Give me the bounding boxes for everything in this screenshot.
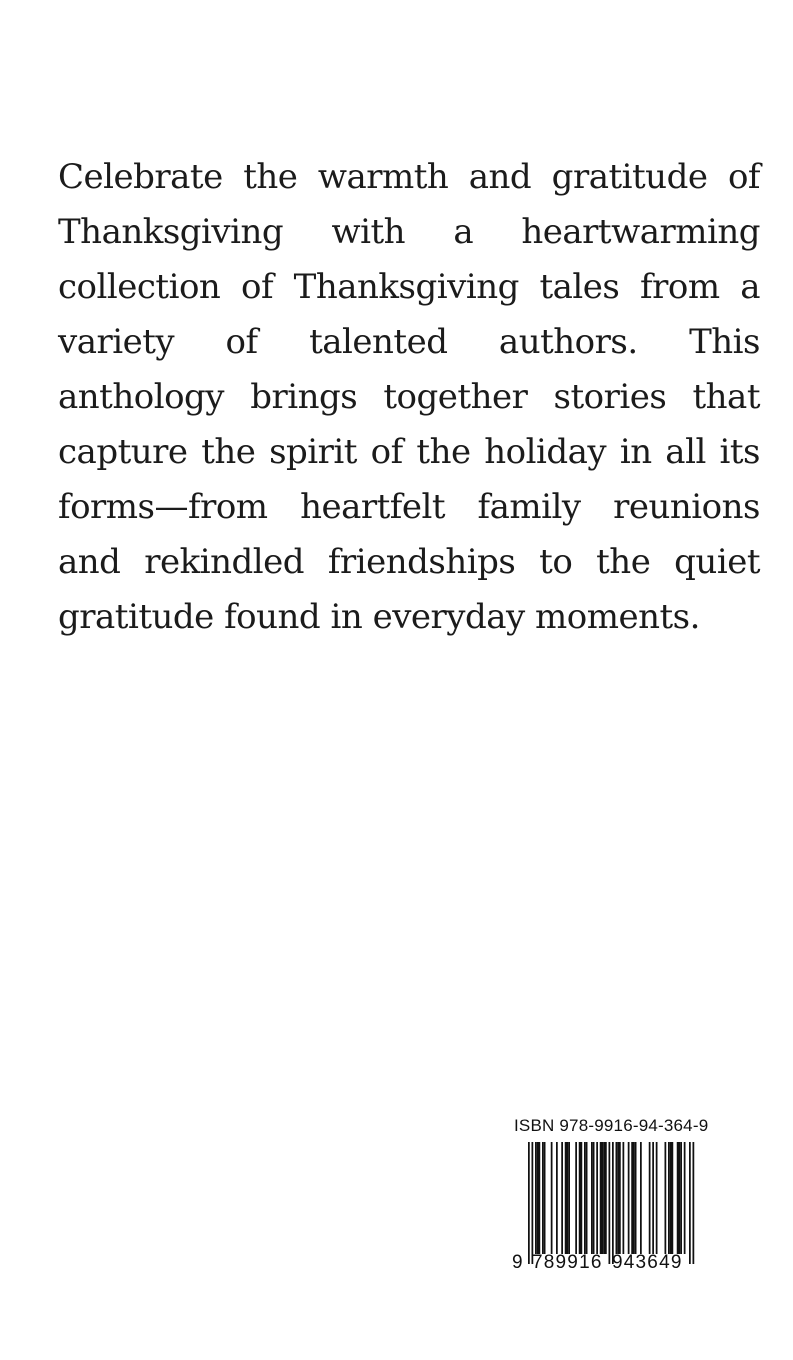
- barcode-bar: [556, 1142, 558, 1254]
- barcode-bar: [586, 1142, 588, 1254]
- barcode-bar: [537, 1142, 539, 1254]
- barcode-bar: [532, 1142, 534, 1264]
- barcode-bar: [652, 1142, 654, 1254]
- barcode-bar: [628, 1142, 630, 1254]
- barcode-bar: [656, 1142, 658, 1254]
- barcode-bar: [579, 1142, 581, 1254]
- barcode-bar: [575, 1142, 577, 1254]
- barcode-digits-left: 789916: [532, 1252, 603, 1273]
- barcode-bar: [609, 1142, 611, 1264]
- barcode-bar: [551, 1142, 553, 1254]
- barcode-bar: [677, 1142, 679, 1254]
- barcode-bar: [539, 1142, 541, 1254]
- barcode-bar: [616, 1142, 618, 1254]
- barcode-bar: [672, 1142, 674, 1254]
- isbn-barcode-block: [508, 1112, 709, 1292]
- barcode-bar: [581, 1142, 583, 1254]
- barcode-bar: [670, 1142, 672, 1254]
- barcode-bar: [689, 1142, 691, 1264]
- barcode-digit-first: 9: [512, 1252, 523, 1273]
- barcode-bar: [593, 1142, 595, 1254]
- barcode-bar: [684, 1142, 686, 1254]
- barcode-bar: [561, 1142, 563, 1254]
- barcode-bar: [640, 1142, 642, 1254]
- barcode-bar: [649, 1142, 651, 1254]
- barcode-bar: [591, 1142, 593, 1254]
- barcode-bar: [535, 1142, 537, 1254]
- barcode-bar: [542, 1142, 544, 1254]
- barcode-bar: [679, 1142, 681, 1254]
- barcode-bar: [631, 1142, 633, 1254]
- barcode-bar: [544, 1142, 546, 1254]
- barcode-bar: [565, 1142, 567, 1254]
- isbn-label: ISBN 978-9916-94-364-9: [514, 1116, 709, 1135]
- barcode-bar: [668, 1142, 670, 1254]
- barcode-bar: [568, 1142, 570, 1254]
- barcode-bar: [633, 1142, 635, 1254]
- barcode-bar: [603, 1142, 605, 1254]
- barcode-bar: [623, 1142, 625, 1254]
- barcode-bar: [693, 1142, 695, 1264]
- barcode-bar: [567, 1142, 569, 1254]
- barcode-bar: [596, 1142, 598, 1254]
- barcode-bar: [619, 1142, 621, 1254]
- barcode-digits-right: 943649: [612, 1252, 683, 1273]
- barcode-bar: [665, 1142, 667, 1254]
- barcode-bar: [528, 1142, 530, 1264]
- barcode-digits: [508, 1252, 698, 1276]
- back-cover-blurb: Celebrate the warmth and gratitude of Thanksgiving with a heartwarming collection of Thanksgiving tales from a variety of talented authors. This anthology brings together stories that capture the spirit of the holiday in all its forms—from heartfelt family reunions and rekindled friendships to the quiet gratitude found in everyday moments.: [58, 157, 760, 637]
- barcode-bar: [600, 1142, 602, 1254]
- barcode-bar: [584, 1142, 586, 1254]
- barcode-bar: [617, 1142, 619, 1254]
- barcode-bar: [612, 1142, 614, 1264]
- barcode-bar: [635, 1142, 637, 1254]
- barcode-bar: [680, 1142, 682, 1254]
- barcode-bar: [605, 1142, 607, 1254]
- barcode-bar: [602, 1142, 604, 1254]
